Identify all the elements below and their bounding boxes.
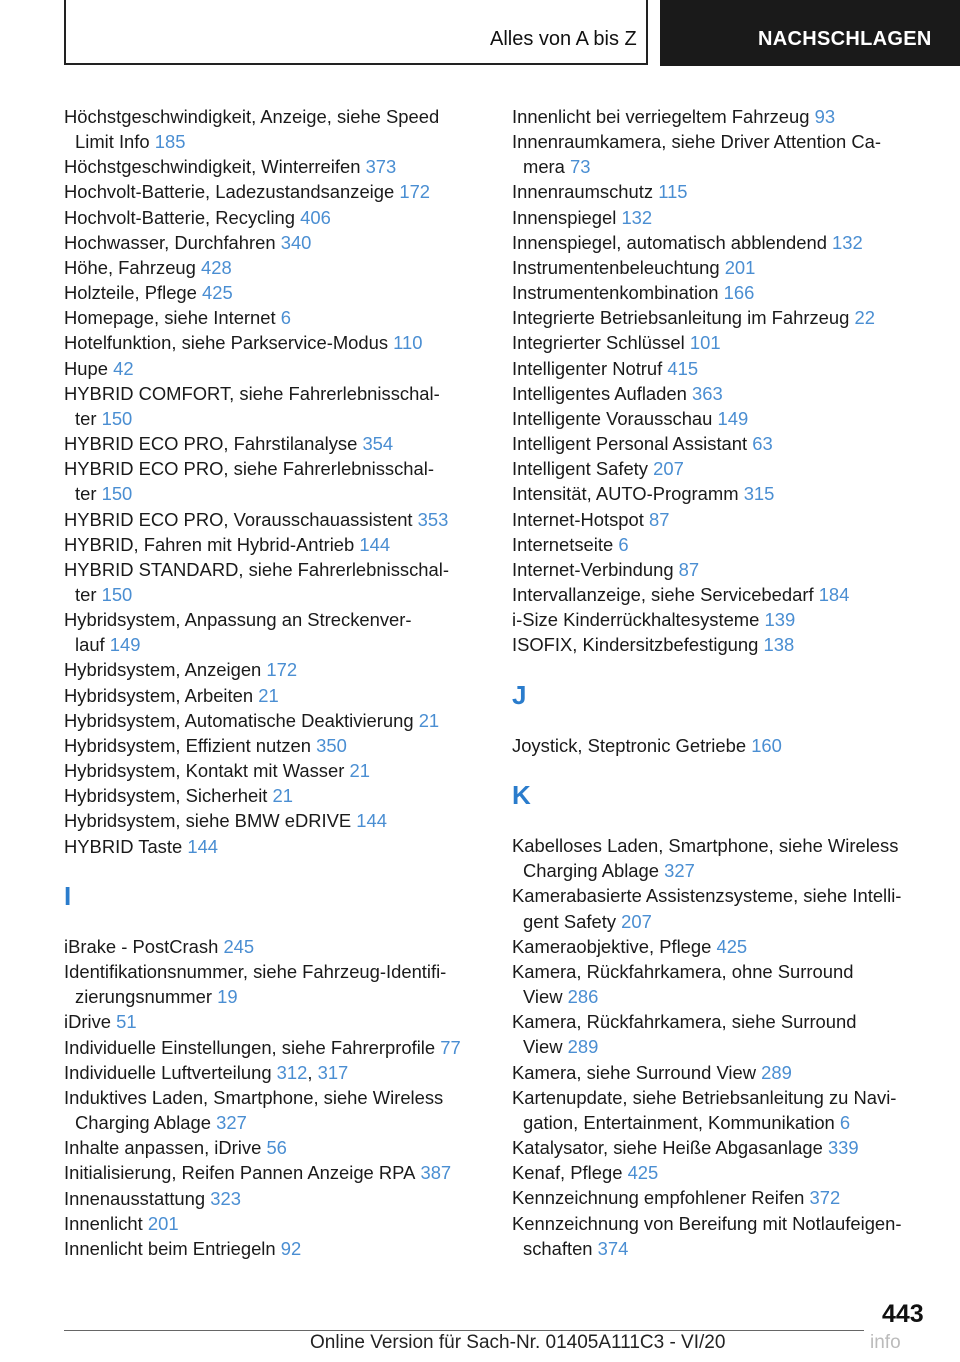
index-letter-heading: K bbox=[512, 780, 531, 811]
section-spacer bbox=[512, 758, 932, 783]
entry-term: Innenspiegel bbox=[512, 206, 617, 228]
entry-term: Initialisierung, Reifen Pannen Anzeige RPA bbox=[64, 1162, 416, 1184]
online-version-note: Online Version für Sach-Nr. 01405A111C3 - VI/20 bbox=[310, 1332, 726, 1353]
index-entry bbox=[64, 959, 484, 1009]
entry-term: Intelligent Safety bbox=[512, 458, 648, 480]
page-reference-link[interactable]: 6 bbox=[618, 533, 629, 555]
page-reference-link[interactable]: 56 bbox=[266, 1137, 287, 1159]
page-reference-link[interactable]: 428 bbox=[201, 256, 232, 278]
entry-term-continuation: lauf bbox=[75, 634, 105, 656]
entry-term: Individuelle Luftverteilung bbox=[64, 1061, 272, 1083]
entry-term: Kenaf, Pflege bbox=[512, 1162, 623, 1184]
index-entry bbox=[512, 934, 932, 959]
entry-term-continuation: schaften bbox=[523, 1237, 593, 1259]
index-entry: Individuelle Luftverteilung 312, 317 bbox=[64, 1061, 349, 1083]
entry-term: Innenraumschutz bbox=[512, 181, 654, 203]
page-reference-link[interactable]: 77 bbox=[440, 1036, 461, 1058]
index-column-left bbox=[64, 104, 484, 1261]
index-entry bbox=[64, 154, 484, 179]
header-divider-rule bbox=[646, 0, 648, 64]
page-reference-link[interactable]: 63 bbox=[752, 433, 773, 455]
page-reference-link[interactable]: 207 bbox=[621, 910, 652, 932]
index-entry bbox=[512, 406, 932, 431]
index-entry bbox=[512, 582, 932, 607]
page-reference-link[interactable]: 315 bbox=[743, 483, 775, 505]
page-reference-link[interactable]: 150 bbox=[101, 483, 133, 505]
index-entry bbox=[512, 557, 932, 582]
entry-term: Intelligenter Notruf bbox=[512, 357, 663, 379]
index-entry bbox=[512, 205, 932, 230]
page-reference-link[interactable]: 115 bbox=[658, 181, 688, 203]
page-reference-link[interactable]: 42 bbox=[113, 357, 134, 379]
page-reference-link[interactable]: 172 bbox=[399, 181, 431, 203]
section-spacer bbox=[512, 708, 932, 733]
index-entry bbox=[64, 808, 484, 833]
page-reference-link[interactable]: 425 bbox=[716, 935, 748, 957]
entry-term: HYBRID Taste bbox=[64, 835, 183, 857]
chapter-title: NACHSCHLAGEN bbox=[758, 28, 932, 50]
page-reference-link[interactable]: 6 bbox=[280, 307, 291, 329]
entry-term: HYBRID, Fahren mit Hybrid-Antrieb bbox=[64, 533, 355, 555]
page-reference-link[interactable]: 22 bbox=[854, 307, 875, 329]
index-entry bbox=[512, 1160, 932, 1185]
page-reference-link[interactable]: 245 bbox=[223, 935, 255, 957]
page-reference-link[interactable]: 374 bbox=[597, 1237, 629, 1259]
entry-term-continuation: Limit Info bbox=[75, 131, 150, 153]
index-entry bbox=[512, 1185, 932, 1210]
entry-term: Kamera, Rückfahrkamera, siehe Surround bbox=[512, 1011, 857, 1033]
page-reference-link[interactable]: 87 bbox=[649, 508, 670, 530]
page-reference-link[interactable]: 92 bbox=[280, 1237, 302, 1259]
page-reference-link[interactable]: 139 bbox=[764, 609, 796, 631]
entry-term: Kennzeichnung von Bereifung mit Notlaufeigen- bbox=[512, 1212, 902, 1234]
index-entry bbox=[512, 381, 932, 406]
section-spacer bbox=[512, 657, 932, 682]
page-reference-link[interactable]: 21 bbox=[349, 760, 370, 782]
entry-term: Intensität, AUTO-Programm bbox=[512, 483, 739, 505]
index-entry bbox=[512, 733, 932, 758]
entry-term: Instrumentenkombination bbox=[512, 282, 719, 304]
index-entry bbox=[512, 255, 932, 280]
section-spacer bbox=[64, 859, 484, 884]
index-entry bbox=[64, 305, 484, 330]
page-reference-link[interactable]: 138 bbox=[763, 634, 795, 656]
index-entry bbox=[64, 557, 484, 607]
page-reference-link[interactable]: 372 bbox=[809, 1187, 841, 1209]
index-entry bbox=[64, 104, 484, 154]
page-reference-link[interactable]: 289 bbox=[567, 1036, 599, 1058]
page-reference-link[interactable]: 415 bbox=[667, 357, 699, 379]
entry-term: Höchstgeschwindigkeit, Anzeige, siehe Speed bbox=[64, 106, 440, 127]
chapter-tab bbox=[660, 0, 960, 66]
entry-term-continuation: ter bbox=[75, 407, 97, 429]
index-entry bbox=[64, 758, 484, 783]
index-entry bbox=[64, 456, 484, 506]
page-reference-link[interactable]: 350 bbox=[316, 734, 347, 756]
entry-term: Induktives Laden, Smartphone, siehe Wireless bbox=[64, 1086, 444, 1108]
page-number: 443 bbox=[882, 1300, 924, 1328]
entry-term: Hupe bbox=[64, 357, 108, 379]
page-reference-link[interactable]: 160 bbox=[751, 734, 782, 756]
section-spacer bbox=[64, 909, 484, 934]
page-reference-link[interactable]: 373 bbox=[365, 156, 397, 178]
footer-rule bbox=[64, 1330, 864, 1331]
page-reference-link[interactable]: 185 bbox=[154, 131, 186, 153]
index-entry bbox=[512, 104, 932, 129]
page-reference-link[interactable]: 73 bbox=[570, 156, 591, 178]
entry-term: Internetseite bbox=[512, 533, 614, 555]
entry-term: HYBRID COMFORT, siehe Fahrerlebnisschal- bbox=[64, 382, 440, 404]
entry-term: Internet-Hotspot bbox=[512, 508, 644, 530]
page-reference-link[interactable]: 327 bbox=[664, 860, 695, 882]
index-entry bbox=[512, 179, 932, 204]
entry-term-continuation: Charging Ablage bbox=[523, 860, 659, 882]
entry-term-continuation: Charging Ablage bbox=[75, 1112, 211, 1134]
page-reference-link[interactable]: 144 bbox=[359, 533, 391, 555]
index-entry bbox=[64, 1211, 484, 1236]
entry-term: i-Size Kinderrückhaltesysteme bbox=[512, 609, 760, 631]
page-header bbox=[0, 0, 960, 66]
header-bottom-rule bbox=[64, 63, 648, 65]
index-entry bbox=[64, 179, 484, 204]
page-reference-link[interactable]: 87 bbox=[678, 558, 700, 580]
entry-term: Kartenupdate, siehe Betriebsanleitung zu Navi- bbox=[512, 1086, 897, 1108]
index-entry bbox=[64, 255, 484, 280]
page-reference-link[interactable]: 406 bbox=[300, 206, 331, 228]
entry-term-continuation: ter bbox=[75, 483, 97, 505]
index-entry bbox=[512, 1211, 932, 1261]
page-reference-link[interactable]: 93 bbox=[814, 106, 836, 127]
page-reference-link[interactable]: 144 bbox=[187, 835, 219, 857]
entry-term: Integrierte Betriebsanleitung im Fahrzeug bbox=[512, 307, 850, 329]
page-reference-link[interactable]: 323 bbox=[210, 1187, 241, 1209]
index-entry bbox=[512, 507, 932, 532]
page-reference-link[interactable]: 19 bbox=[217, 986, 238, 1008]
entry-term: Individuelle Einstellungen, siehe Fahrerprofile bbox=[64, 1036, 436, 1058]
index-entry bbox=[64, 356, 484, 381]
entry-term: Kabelloses Laden, Smartphone, siehe Wireless bbox=[512, 835, 899, 857]
page-reference-link[interactable]: 327 bbox=[216, 1112, 247, 1134]
page-reference-link[interactable]: 149 bbox=[109, 634, 141, 656]
page-reference-link[interactable]: 101 bbox=[689, 332, 721, 354]
index-entry bbox=[512, 1085, 932, 1135]
index-entry bbox=[64, 1009, 484, 1034]
entry-term: Identifikationsnummer, siehe Fahrzeug-Identifi- bbox=[64, 961, 447, 983]
page-reference-link[interactable]: 317 bbox=[317, 1061, 349, 1083]
entry-term: Intelligente Vorausschau bbox=[512, 407, 713, 429]
entry-term: Innenlicht bbox=[64, 1212, 143, 1234]
index-entry bbox=[64, 683, 484, 708]
index-entry bbox=[64, 1035, 484, 1060]
index-entry bbox=[512, 833, 932, 883]
entry-term: Hochwasser, Durchfahren bbox=[64, 231, 276, 253]
page-reference-link[interactable]: 144 bbox=[356, 810, 387, 832]
index-entry bbox=[64, 783, 484, 808]
index-entry bbox=[64, 381, 484, 431]
section-title: Alles von A bis Z bbox=[490, 28, 637, 50]
page-reference-link[interactable]: 207 bbox=[653, 458, 684, 480]
page-reference-link[interactable]: 286 bbox=[567, 986, 599, 1008]
index-entry bbox=[64, 934, 484, 959]
entry-term: Internet-Verbindung bbox=[512, 558, 674, 580]
section-spacer bbox=[512, 808, 932, 833]
entry-term: Innenlicht beim Entriegeln bbox=[64, 1237, 276, 1259]
index-entry bbox=[512, 1009, 932, 1059]
page-reference-link[interactable]: 21 bbox=[418, 709, 440, 731]
entry-term: Innenlicht bei verriegeltem Fahrzeug bbox=[512, 106, 810, 127]
index-entry bbox=[64, 431, 484, 456]
index-entry bbox=[512, 305, 932, 330]
header-left-rule bbox=[64, 0, 66, 64]
index-entry bbox=[64, 1135, 484, 1160]
entry-term-continuation: gation, Entertainment, Kommunikation bbox=[523, 1111, 835, 1133]
entry-term: HYBRID ECO PRO, siehe Fahrerlebnisschal- bbox=[64, 458, 434, 480]
footer-site: info bbox=[870, 1332, 901, 1353]
entry-term: ISOFIX, Kindersitzbefestigung bbox=[512, 634, 759, 656]
page-reference-link[interactable]: 201 bbox=[147, 1212, 179, 1234]
index-entry bbox=[64, 657, 484, 682]
index-entry bbox=[64, 834, 484, 859]
index-entry bbox=[512, 481, 932, 506]
entry-term: iBrake - PostCrash bbox=[64, 935, 219, 957]
entry-term: Inhalte anpassen, iDrive bbox=[64, 1137, 262, 1159]
index-entry bbox=[64, 330, 484, 355]
entry-term: Hochvolt-Batterie, Recycling bbox=[64, 206, 295, 228]
entry-term: Hybridsystem, Automatische Deaktivierung bbox=[64, 709, 414, 731]
entry-term: Kamera, siehe Surround View bbox=[512, 1061, 756, 1083]
entry-term: Intelligentes Aufladen bbox=[512, 382, 687, 404]
entry-term: Hybridsystem, Anpassung an Streckenver- bbox=[64, 609, 412, 631]
entry-term: Intelligent Personal Assistant bbox=[512, 433, 748, 455]
page-reference-link[interactable]: 387 bbox=[420, 1162, 452, 1184]
entry-term: Hybridsystem, Effizient nutzen bbox=[64, 734, 312, 756]
index-entry bbox=[512, 1135, 932, 1160]
entry-term: Hybridsystem, Kontakt mit Wasser bbox=[64, 760, 345, 782]
entry-term: HYBRID ECO PRO, Vorausschauassistent bbox=[64, 508, 413, 530]
index-entry bbox=[64, 205, 484, 230]
entry-term: Hotelfunktion, siehe Parkservice-Modus bbox=[64, 332, 389, 354]
index-entry bbox=[512, 1060, 932, 1085]
entry-term: Intervallanzeige, siehe Servicebedarf bbox=[512, 583, 814, 605]
index-entry bbox=[64, 1236, 484, 1261]
index-entry bbox=[64, 280, 484, 305]
index-entry bbox=[64, 230, 484, 255]
page-reference-link[interactable]: 172 bbox=[266, 659, 298, 681]
page-reference-link[interactable]: 132 bbox=[832, 231, 863, 253]
index-letter-heading: I bbox=[64, 880, 72, 911]
index-entry bbox=[512, 356, 932, 381]
entry-term: iDrive bbox=[64, 1011, 112, 1033]
page-reference-link[interactable]: 363 bbox=[691, 382, 723, 404]
entry-term: Joystick, Steptronic Getriebe bbox=[512, 734, 747, 756]
index-entry bbox=[512, 456, 932, 481]
entry-term: Hybridsystem, Arbeiten bbox=[64, 684, 254, 706]
entry-term: Innenausstattung bbox=[64, 1187, 206, 1209]
page-reference-link[interactable]: 149 bbox=[717, 407, 749, 429]
page-reference-link[interactable]: 340 bbox=[280, 231, 312, 253]
entry-term: Holzteile, Pflege bbox=[64, 282, 197, 304]
entry-term: Homepage, siehe Internet bbox=[64, 307, 276, 329]
page-reference-link[interactable]: 201 bbox=[724, 256, 756, 278]
page-reference-link[interactable]: 110 bbox=[393, 332, 423, 354]
entry-term: Hochvolt-Batterie, Ladezustandsanzeige bbox=[64, 181, 395, 203]
page-reference-link[interactable]: 425 bbox=[202, 282, 233, 304]
entry-term: Hybridsystem, Anzeigen bbox=[64, 659, 262, 681]
entry-term: HYBRID STANDARD, siehe Fahrerlebnisschal- bbox=[64, 558, 449, 580]
index-entry bbox=[512, 330, 932, 355]
entry-term-continuation: ter bbox=[75, 583, 97, 605]
entry-term: Kamera, Rückfahrkamera, ohne Surround bbox=[512, 960, 854, 982]
entry-term-continuation: mera bbox=[523, 156, 565, 178]
page-reference-link[interactable]: 21 bbox=[272, 785, 293, 807]
entry-term: HYBRID ECO PRO, Fahrstilanalyse bbox=[64, 433, 358, 455]
entry-term: Innenraumkamera, siehe Driver Attention Ca- bbox=[512, 131, 882, 153]
page-reference-link[interactable]: 184 bbox=[818, 583, 850, 605]
entry-term: Integrierter Schlüssel bbox=[512, 332, 685, 354]
page-reference-link[interactable]: 150 bbox=[101, 583, 133, 605]
index-entry bbox=[512, 129, 932, 179]
entry-term-continuation: View bbox=[523, 1036, 563, 1058]
index-entry bbox=[64, 607, 484, 657]
page-reference-link[interactable]: 166 bbox=[723, 282, 755, 304]
page-reference-link[interactable]: 353 bbox=[417, 508, 449, 530]
index-entry bbox=[512, 959, 932, 1009]
entry-term: Hybridsystem, Sicherheit bbox=[64, 785, 268, 807]
entry-term: Höchstgeschwindigkeit, Winterreifen bbox=[64, 156, 361, 178]
entry-term: Höhe, Fahrzeug bbox=[64, 256, 196, 278]
index-entry bbox=[512, 230, 932, 255]
page-reference-link[interactable]: 6 bbox=[839, 1111, 851, 1133]
entry-term: Instrumentenbeleuchtung bbox=[512, 256, 720, 278]
entry-term: Kameraobjektive, Pflege bbox=[512, 935, 712, 957]
index-column-right bbox=[512, 104, 932, 1261]
index-entry bbox=[64, 507, 484, 532]
page-reference-link[interactable]: 150 bbox=[101, 407, 133, 429]
index-entry bbox=[64, 532, 484, 557]
entry-term: Hybridsystem, siehe BMW eDRIVE bbox=[64, 810, 352, 832]
index-entry bbox=[64, 1160, 484, 1185]
index-entry bbox=[512, 883, 932, 933]
page-reference-link[interactable]: 21 bbox=[258, 684, 279, 706]
entry-term: Katalysator, siehe Heiße Abgasanlage bbox=[512, 1137, 823, 1159]
entry-term: Innenspiegel, automatisch abblendend bbox=[512, 231, 827, 253]
index-entry bbox=[512, 280, 932, 305]
page-reference-link[interactable]: 289 bbox=[761, 1061, 792, 1083]
index-entry bbox=[512, 532, 932, 557]
page-reference-link[interactable]: 425 bbox=[627, 1162, 659, 1184]
entry-term-continuation: zierungsnummer bbox=[75, 986, 212, 1008]
index-entry bbox=[64, 1085, 484, 1135]
index-entry bbox=[64, 708, 484, 733]
page-reference-link[interactable]: 354 bbox=[362, 433, 394, 455]
page-reference-link[interactable]: 51 bbox=[116, 1011, 137, 1033]
entry-term-continuation: View bbox=[523, 986, 563, 1008]
index-entry bbox=[512, 607, 932, 632]
index-entry bbox=[64, 1186, 484, 1211]
page-reference-link[interactable]: 339 bbox=[827, 1137, 859, 1159]
index-letter-heading: J bbox=[512, 679, 527, 710]
index-entry bbox=[512, 632, 932, 657]
entry-term: Kamerabasierte Assistenzsysteme, siehe Intelli- bbox=[512, 885, 902, 907]
entry-term: Kennzeichnung empfohlener Reifen bbox=[512, 1187, 805, 1209]
page-reference-link[interactable]: 132 bbox=[621, 206, 653, 228]
index-entry bbox=[64, 733, 484, 758]
page-reference-link[interactable]: 312 bbox=[276, 1061, 308, 1083]
index-entry bbox=[512, 431, 932, 456]
entry-term-continuation: gent Safety bbox=[523, 910, 617, 932]
